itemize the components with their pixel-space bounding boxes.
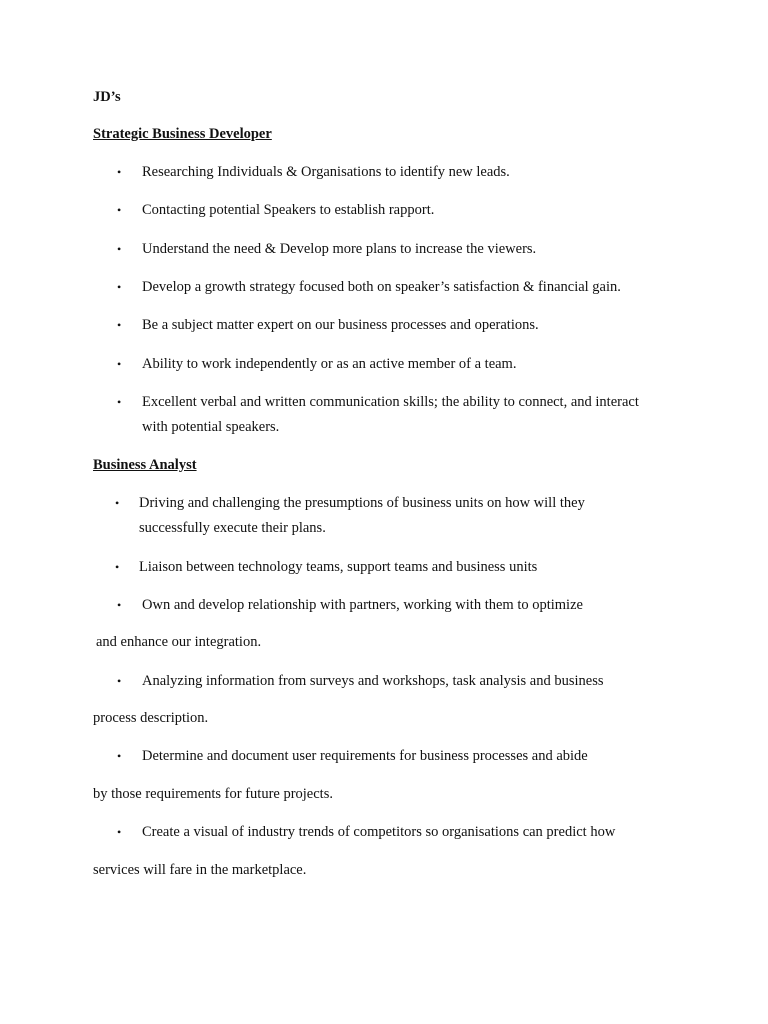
bullet-icon: • [117,165,122,179]
list-item: Liaison between technology teams, support teams and business units [139,559,538,575]
list-item-continuation: and enhance our integration. [96,634,262,650]
bullet-icon: • [117,825,122,839]
bullet-icon: • [117,674,122,688]
list-item: Own and develop relationship with partners, working with them to optimize [142,597,583,613]
bullet-icon: • [117,598,122,612]
bullet-icon: • [117,318,122,332]
bullet-icon: • [117,280,122,294]
bullet-icon: • [117,395,122,409]
list-item-continuation: with potential speakers. [142,419,280,435]
list-item-continuation: process description. [93,710,209,726]
list-item: Determine and document user requirements for business processes and abide [142,748,588,764]
list-item: Analyzing information from surveys and workshops, task analysis and business [142,673,604,689]
bullet-icon: • [117,357,122,371]
list-item: Researching Individuals & Organisations to identify new leads. [142,164,510,180]
list-item: Understand the need & Develop more plans to increase the viewers. [142,241,537,257]
list-item-continuation: services will fare in the marketplace. [93,862,307,878]
bullet-icon: • [117,242,122,256]
bullet-icon: • [115,496,120,510]
list-item: Excellent verbal and written communication skills; the ability to connect, and interact [142,394,639,410]
list-item: Contacting potential Speakers to establish rapport. [142,202,435,218]
list-item: Be a subject matter expert on our business processes and operations. [142,317,539,333]
bullet-icon: • [117,749,122,763]
list-item: Driving and challenging the presumptions of business units on how will they [139,495,585,511]
list-item: Create a visual of industry trends of competitors so organisations can predict how [142,824,616,840]
section-heading-strategic-business-developer: Strategic Business Developer [93,126,272,142]
section-heading-business-analyst: Business Analyst [93,457,197,473]
list-item-continuation: successfully execute their plans. [139,520,326,536]
list-item-continuation: by those requirements for future projects. [93,786,333,802]
document-title: JD’s [93,89,121,105]
bullet-icon: • [115,560,120,574]
list-item: Develop a growth strategy focused both on speaker’s satisfaction & financial gain. [142,279,621,295]
list-item: Ability to work independently or as an active member of a team. [142,356,517,372]
bullet-icon: • [117,203,122,217]
